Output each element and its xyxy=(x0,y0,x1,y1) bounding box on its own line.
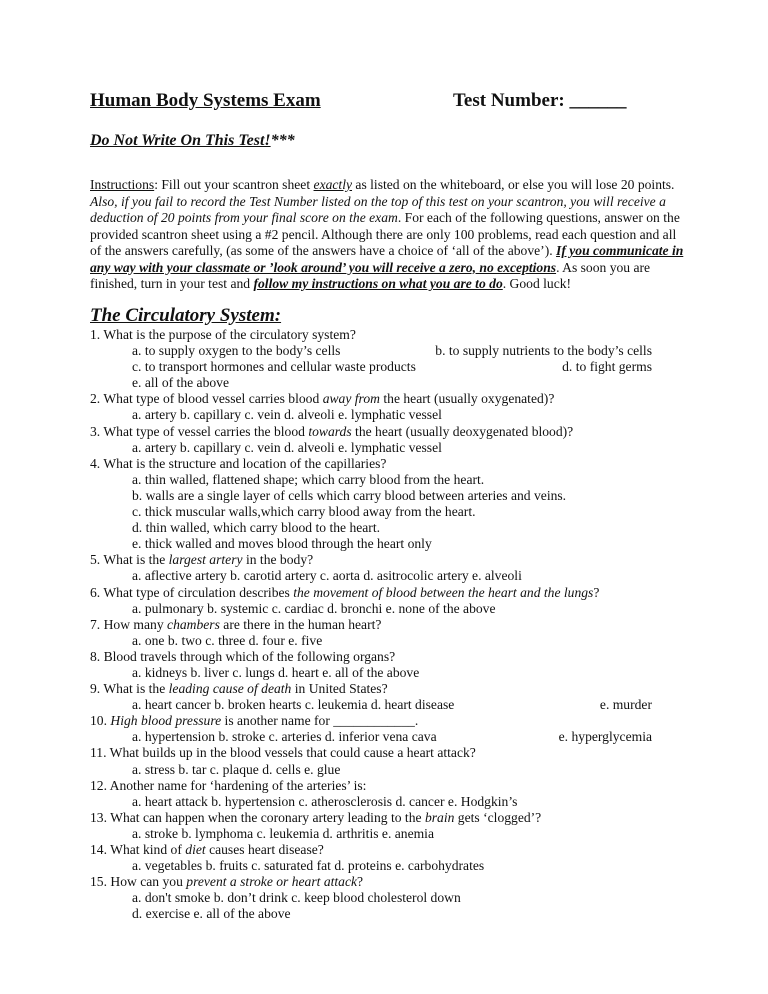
answer-line xyxy=(90,697,652,713)
answer-line xyxy=(90,359,652,375)
instructions-end: . Good luck! xyxy=(502,276,572,291)
question-text: 9. What is the xyxy=(90,681,169,697)
question-line: 4. What is the structure and location of the capillaries? xyxy=(90,455,387,471)
question-list xyxy=(90,327,690,922)
question-emphasis: brain xyxy=(424,809,455,825)
answer-line: a. thin walled, flattened shape; which carry blood from the heart. xyxy=(132,471,485,487)
question-emphasis: leading cause of death xyxy=(168,681,292,697)
question-text: the heart (usually oxygenated)? xyxy=(379,391,555,407)
question-line xyxy=(90,874,690,890)
question-text: ? xyxy=(593,584,600,600)
question-line xyxy=(90,842,690,858)
answer-choice: a. heart cancer b. broken hearts c. leukemia d. heart disease xyxy=(132,697,455,713)
answer-line: a. kidneys b. liver c. lungs d. heart e. all of the above xyxy=(132,664,420,680)
answer-line: e. all of the above xyxy=(132,375,230,391)
instructions-label: Instructions xyxy=(90,177,155,192)
instructions-text-1: : Fill out your scantron sheet xyxy=(154,177,314,192)
answer-choice: d. to fight germs xyxy=(562,359,652,375)
question-line xyxy=(90,681,690,697)
question-text: in the body? xyxy=(242,552,314,568)
question-emphasis: High blood pressure xyxy=(110,713,222,729)
answer-line: a. stroke b. lymphoma c. leukemia d. arthritis e. anemia xyxy=(132,825,434,841)
question-line xyxy=(90,713,690,729)
section-title: The Circulatory System: xyxy=(90,305,282,326)
question-text: is another name for ____________. xyxy=(221,713,419,729)
answer-line: d. thin walled, which carry blood to the heart. xyxy=(132,520,381,536)
instructions-warning: If you communicate in any way with your classmate or ’look around’ you will receive a zero, no exceptions xyxy=(90,243,684,275)
answer-line xyxy=(90,729,652,745)
instructions-italic-note: Also, if you fail to record the Test Number listed on the top of this test on your scantron, you will receive a deduction of 20 points from your final score on the exam xyxy=(90,193,666,225)
answer-choice: a. to supply oxygen to the body’s cells xyxy=(132,343,341,359)
question-emphasis: chambers xyxy=(167,616,220,632)
answer-line: a. heart attack b. hypertension c. atherosclerosis d. cancer e. Hodgkin’s xyxy=(132,793,518,809)
question-text: 13. What can happen when the coronary artery leading to the xyxy=(90,809,425,825)
question-text: the heart (usually deoxygenated blood)? xyxy=(351,423,574,439)
question-text: 3. What type of vessel carries the blood xyxy=(90,423,309,439)
question-number: 10. xyxy=(90,713,111,729)
warning-stars: *** xyxy=(270,132,295,149)
instructions-text-4: . As soon you are finished, turn in your test and xyxy=(90,259,651,291)
question-emphasis: largest artery xyxy=(168,552,243,568)
answer-line: a. don't smoke b. don’t drink c. keep blood cholesterol down xyxy=(132,890,461,906)
answer-line: a. artery b. capillary c. vein d. alveoli e. lymphatic vessel xyxy=(132,439,442,455)
instructions-paragraph xyxy=(90,177,690,293)
question-line xyxy=(90,424,690,440)
answer-line: b. walls are a single layer of cells which carry blood between arteries and veins. xyxy=(132,487,567,503)
question-text: 14. What kind of xyxy=(90,842,186,857)
question-text: in United States? xyxy=(291,681,388,697)
question-text: 7. How many xyxy=(90,616,168,632)
answer-line xyxy=(90,343,652,359)
question-text: 5. What is the xyxy=(90,552,169,568)
question-emphasis: diet xyxy=(185,842,206,857)
answer-line: d. exercise e. all of the above xyxy=(132,906,291,922)
answer-choice: e. hyperglycemia xyxy=(558,729,652,745)
answer-choice: c. to transport hormones and cellular waste products xyxy=(132,359,416,375)
test-number: Test Number: ______ xyxy=(453,90,627,111)
answer-choice: e. murder xyxy=(599,697,652,713)
exam-title: Human Body Systems Exam xyxy=(90,90,321,111)
answer-choice: b. to supply nutrients to the body’s cells xyxy=(435,343,652,359)
answer-line: a. pulmonary b. systemic c. cardiac d. bronchi e. none of the above xyxy=(132,600,496,616)
answer-line: c. thick muscular walls,which carry blood away from the heart. xyxy=(132,504,476,520)
question-line: 8. Blood travels through which of the following organs? xyxy=(90,648,396,664)
question-emphasis: the movement of blood between the heart and the lungs xyxy=(293,584,594,600)
question-text: 2. What type of blood vessel carries blood xyxy=(90,391,323,407)
question-line xyxy=(90,810,690,826)
answer-line: a. one b. two c. three d. four e. five xyxy=(132,632,323,648)
instructions-follow: follow my instructions on what you are to do xyxy=(253,276,503,291)
warning-text: Do Not Write On This Test! xyxy=(90,132,271,149)
answer-choice: a. hypertension b. stroke c. arteries d. inferior vena cava xyxy=(132,729,437,745)
question-text: are there in the human heart? xyxy=(219,616,382,632)
instructions-text-2: as listed on the whiteboard, or else you will lose 20 points. xyxy=(352,177,675,192)
question-line: 1. What is the purpose of the circulatory system? xyxy=(90,327,356,342)
question-text: gets ‘clogged’? xyxy=(454,809,542,825)
warning-line xyxy=(90,132,295,150)
question-text: 6. What type of circulation describes xyxy=(90,584,294,600)
instructions-exactly: exactly xyxy=(313,177,353,192)
answer-line: e. thick walled and moves blood through the heart only xyxy=(132,536,432,552)
answer-line: a. artery b. capillary c. vein d. alveoli e. lymphatic vessel xyxy=(132,407,442,423)
question-line: 12. Another name for ‘hardening of the arteries’ is: xyxy=(90,777,367,793)
question-emphasis: towards xyxy=(308,423,352,439)
question-emphasis: away from xyxy=(322,391,380,407)
question-line xyxy=(90,585,690,601)
question-line xyxy=(90,617,690,633)
question-line: 11. What builds up in the blood vessels that could cause a heart attack? xyxy=(90,745,476,761)
question-line xyxy=(90,391,690,407)
answer-line: a. aflective artery b. carotid artery c. aorta d. asitrocolic artery e. alveoli xyxy=(132,568,522,584)
question-line xyxy=(90,552,690,568)
question-emphasis: prevent a stroke or heart attack xyxy=(186,874,358,890)
question-text: 15. How can you xyxy=(90,874,187,890)
instructions-text-3: . For each of the following questions, answer on the provided scantron sheet using a #2 pencil. Although there are only 100 problems, read each question and all of the answers carefully, (as some of the answers have a choice of ‘all of the above’). xyxy=(90,210,680,258)
question-text: ? xyxy=(357,874,364,890)
answer-line: a. stress b. tar c. plaque d. cells e. glue xyxy=(132,761,341,777)
answer-line: a. vegetables b. fruits c. saturated fat d. proteins e. carbohydrates xyxy=(132,858,485,874)
question-text: causes heart disease? xyxy=(205,842,324,857)
